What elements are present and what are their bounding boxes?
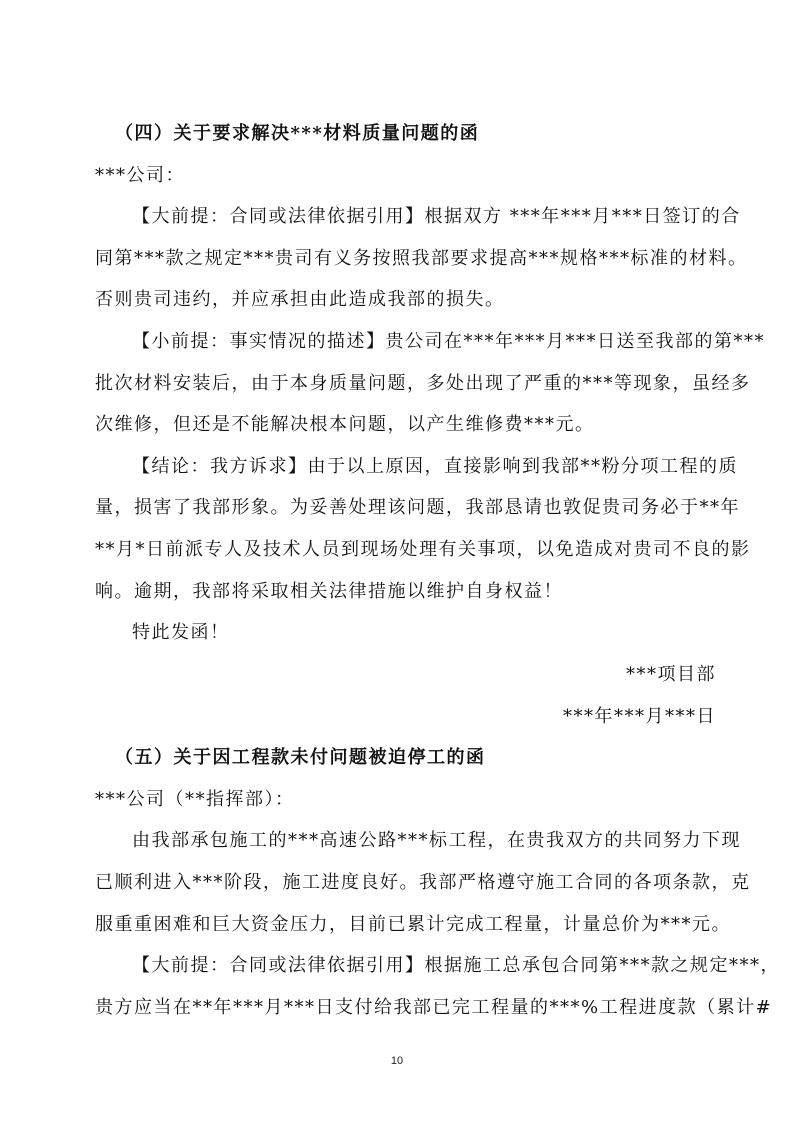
paragraph-line: 批次材料安装后，由于本身质量问题，多处出现了严重的***等现象，虽经多 [95,373,751,394]
section-title-5: （五）关于因工程款未付问题被迫停工的函 [115,747,486,768]
paragraph-line: 响。逾期，我部将采取相关法律措施以维护自身权益！ [95,581,563,602]
signature-department: ***项目部 [626,664,716,685]
page-number: 10 [390,1055,404,1067]
paragraph-line: **月*日前派专人及技术人员到现场处理有关事项，以免造成对贵司不良的影 [95,539,751,560]
paragraph-line: 服重重困难和巨大资金压力，目前已累计完成工程量，计量总价为***元。 [95,914,731,935]
salutation: ***公司： [95,165,185,186]
section-title-4: （四）关于要求解决***材料质量问题的函 [115,123,480,144]
closing-line: 特此发函！ [132,622,230,643]
paragraph-line: 【大前提：合同或法律依据引用】根据施工总承包合同第***款之规定***， [132,955,780,976]
signature-date: ***年***月***日 [563,706,716,727]
paragraph-line: 已顺利进入***阶段，施工进度良好。我部严格遵守施工合同的各项条款，克 [95,872,751,893]
paragraph-line: 由我部承包施工的***高速公路***标工程，在贵我双方的共同努力下现 [132,830,741,851]
paragraph-line: 量，损害了我部形象。为妥善处理该问题，我部恳请也敦促贵司务必于**年 [95,497,740,518]
paragraph-line: 同第***款之规定***贵司有义务按照我部要求提高***规格***标准的材料。 [95,248,748,269]
paragraph-line: 贵方应当在**年***月***日支付给我部已完工程量的***%工程进度款（累计# [95,997,773,1018]
salutation: ***公司（**指挥部）： [95,789,295,810]
paragraph-line: 否则贵司违约，并应承担由此造成我部的损失。 [95,289,505,310]
paragraph-line: 【小前提：事实情况的描述】贵公司在***年***月***日送至我部的第*** [132,331,765,352]
paragraph-line: 次维修，但还是不能解决根本问题，以产生维修费***元。 [95,414,595,435]
paragraph-line: 【大前提：合同或法律依据引用】根据双方 ***年***月***日签订的合 [132,206,741,227]
paragraph-line: 【结论：我方诉求】由于以上原因，直接影响到我部**粉分项工程的质 [132,456,738,477]
